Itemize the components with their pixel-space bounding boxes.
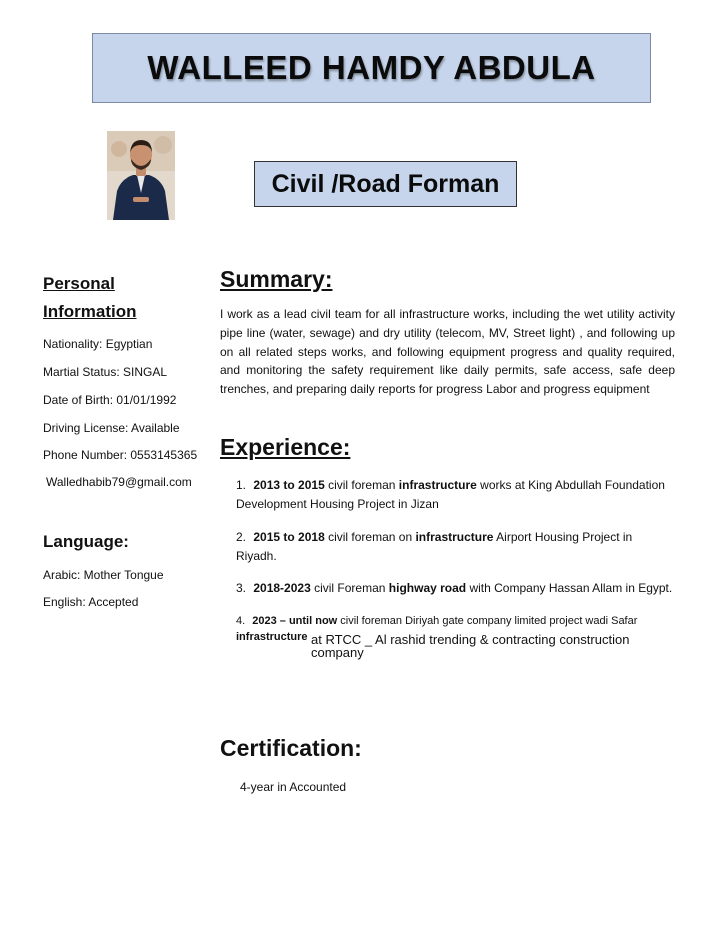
name-banner — [92, 33, 651, 103]
candidate-name: WALLEED HAMDY ABDULA — [147, 49, 596, 86]
personal-heading-line2: Information — [43, 302, 137, 321]
phone-number: Phone Number: 0553145365 — [43, 448, 198, 462]
experience-item: 3. 2018-2023 civil Foreman highway road with Company Hassan Allam in Egypt. — [236, 581, 673, 595]
language-heading: Language: — [43, 532, 129, 551]
profile-photo-image — [107, 131, 175, 220]
summary-section — [220, 266, 675, 399]
personal-info-section — [43, 270, 213, 609]
experience-item: 2. 2015 to 2018 civil foreman on infrastructure Airport Housing Project in Riyadh. — [236, 530, 633, 563]
summary-text: I work as a lead civil team for all infrastructure works, including the wet utility activity pipe line (water, sewage) and dry utility (telecom, MV, Street light) , and following up on all related steps works, and following equipment progress and quality required, and monitoring the safety requirement like daily permits, safe access, safe deep trenches, and preparing daily reports for progress Labor and progress equipment — [220, 307, 675, 397]
certification-heading: Certification: — [220, 735, 362, 761]
experience-item-4-infra: infrastructure — [236, 631, 308, 643]
profile-photo — [107, 131, 175, 220]
experience-item: 1. 2013 to 2015 civil foreman infrastructure works at King Abdullah Foundation Development Housing Project in Jizan — [236, 478, 665, 511]
experience-item: 4. 2023 – until now civil foreman Diriyah gate company limited project wadi Safar — [236, 615, 638, 627]
job-title-box — [254, 161, 517, 207]
personal-heading-line1: Personal — [43, 274, 115, 293]
experience-item-4-company: at RTCC _ Al rashid trending & contracting construction company — [311, 632, 630, 660]
email: Walledhabib79@gmail.com — [46, 475, 192, 489]
marital-status: Martial Status: SINGAL — [43, 365, 168, 379]
certification-text: 4-year in Accounted — [240, 780, 347, 794]
date-of-birth: Date of Birth: 01/01/1992 — [43, 393, 177, 407]
experience-heading: Experience: — [220, 434, 351, 460]
language-item: Arabic: Mother Tongue — [43, 568, 164, 582]
nationality: Nationality: Egyptian — [43, 337, 153, 351]
driving-license: Driving License: Available — [43, 421, 180, 435]
summary-heading: Summary: — [220, 266, 333, 292]
language-item: English: Accepted — [43, 595, 139, 609]
job-title: Civil /Road Forman — [271, 169, 500, 198]
